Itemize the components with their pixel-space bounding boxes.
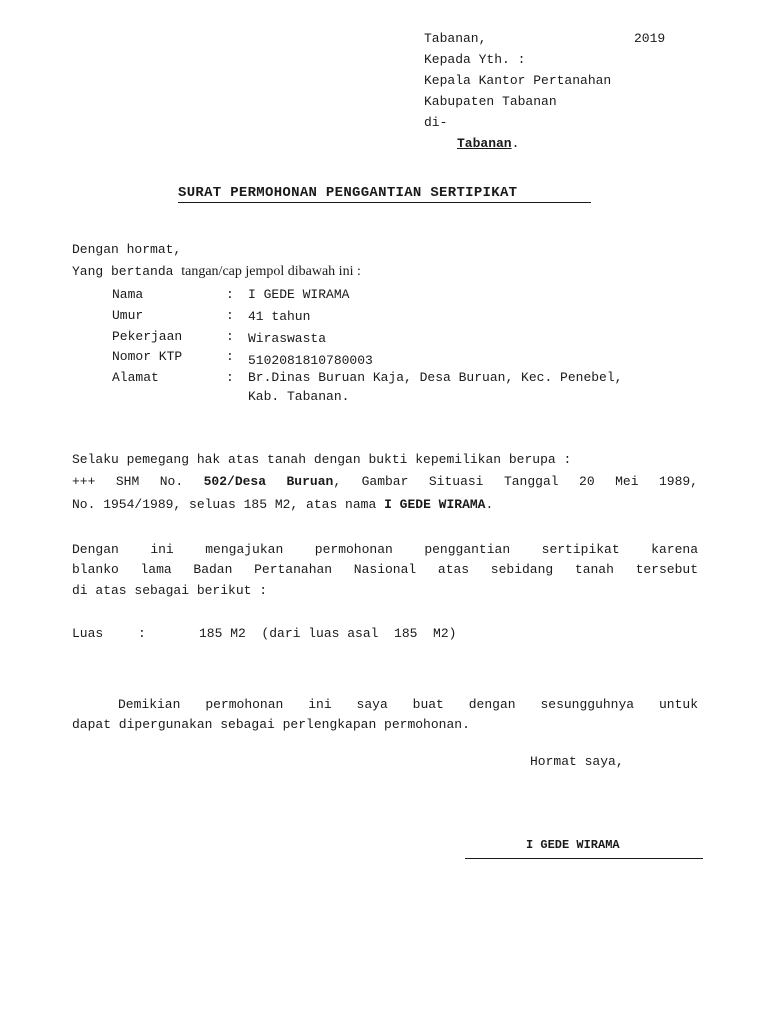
area-sep: :	[138, 626, 146, 641]
ownership-cert: 502/Desa Buruan	[203, 474, 334, 489]
identity-value: Br.Dinas Buruan Kaja, Desa Buruan, Kec. Penebel,	[248, 370, 623, 385]
header-kepada: Kepada Yth. :	[424, 52, 526, 67]
identity-sep: :	[226, 287, 234, 302]
title-underline	[178, 202, 591, 203]
identity-label: Pekerjaan	[112, 329, 183, 344]
header-di: di-	[424, 115, 448, 130]
ownership-line-2	[72, 474, 698, 490]
greeting: Dengan hormat,	[72, 242, 182, 257]
identity-sep: :	[226, 329, 234, 344]
identity-label: Nama	[112, 287, 144, 302]
signature-name: I GEDE WIRAMA	[526, 838, 620, 852]
header-city: Tabanan	[457, 136, 512, 151]
area-value: 185 M2 (dari luas asal 185 M2)	[199, 626, 457, 641]
identity-value: 41 tahun	[248, 309, 311, 324]
signature-regards: Hormat saya,	[530, 754, 624, 769]
header-year: 2019	[634, 31, 666, 46]
intro-line	[72, 264, 361, 280]
identity-sep: :	[226, 349, 234, 364]
identity-sep: :	[226, 308, 234, 323]
document-title: SURAT PERMOHONAN PENGGANTIAN SERTIPIKAT	[178, 185, 518, 201]
area-label: Luas	[72, 626, 104, 641]
closing-line-1: Demikian permohonan ini saya buat dengan sesungguhnya untuk	[118, 697, 698, 712]
request-line-1: Dengan ini mengajukan permohonan penggantian sertipikat karena	[72, 542, 698, 557]
identity-label: Alamat	[112, 370, 159, 385]
ownership-owner: I GEDE WIRAMA	[384, 497, 486, 512]
intro-mono: Yang bertanda	[72, 264, 174, 279]
ownership-l3-a: No. 1954/1989, seluas 185 M2, atas nama	[72, 497, 385, 512]
identity-value: Wiraswasta	[248, 331, 327, 346]
header-recipient-2: Kabupaten Tabanan	[424, 94, 557, 109]
identity-value: 5102081810780003	[248, 353, 373, 368]
ownership-line-3	[72, 497, 493, 513]
header-city-period: .	[511, 136, 520, 151]
identity-sep: :	[226, 370, 234, 385]
identity-label: Nomor KTP	[112, 349, 183, 364]
identity-value: I GEDE WIRAMA	[248, 287, 350, 302]
ownership-l2-a: +++ SHM No.	[72, 474, 204, 489]
request-line-2: blanko lama Badan Pertanahan Nasional atas sebidang tanah tersebut	[72, 562, 698, 577]
ownership-l3-c: .	[485, 497, 494, 512]
identity-label: Umur	[112, 308, 144, 323]
request-line-3: di atas sebagai berikut :	[72, 583, 268, 598]
identity-value-cont: Kab. Tabanan.	[248, 389, 350, 404]
ownership-line-1: Selaku pemegang hak atas tanah dengan bukti kepemilikan berupa :	[72, 452, 572, 467]
header-city-line	[457, 136, 519, 152]
signature-line	[465, 858, 703, 859]
intro-serif: tangan/cap jempol dibawah ini :	[181, 264, 361, 279]
header-recipient-1: Kepala Kantor Pertanahan	[424, 73, 612, 88]
closing-line-2: dapat dipergunakan sebagai perlengkapan permohonan.	[72, 717, 470, 732]
header-place: Tabanan,	[424, 31, 487, 46]
ownership-l2-c: , Gambar Situasi Tanggal 20 Mei 1989,	[333, 474, 698, 489]
